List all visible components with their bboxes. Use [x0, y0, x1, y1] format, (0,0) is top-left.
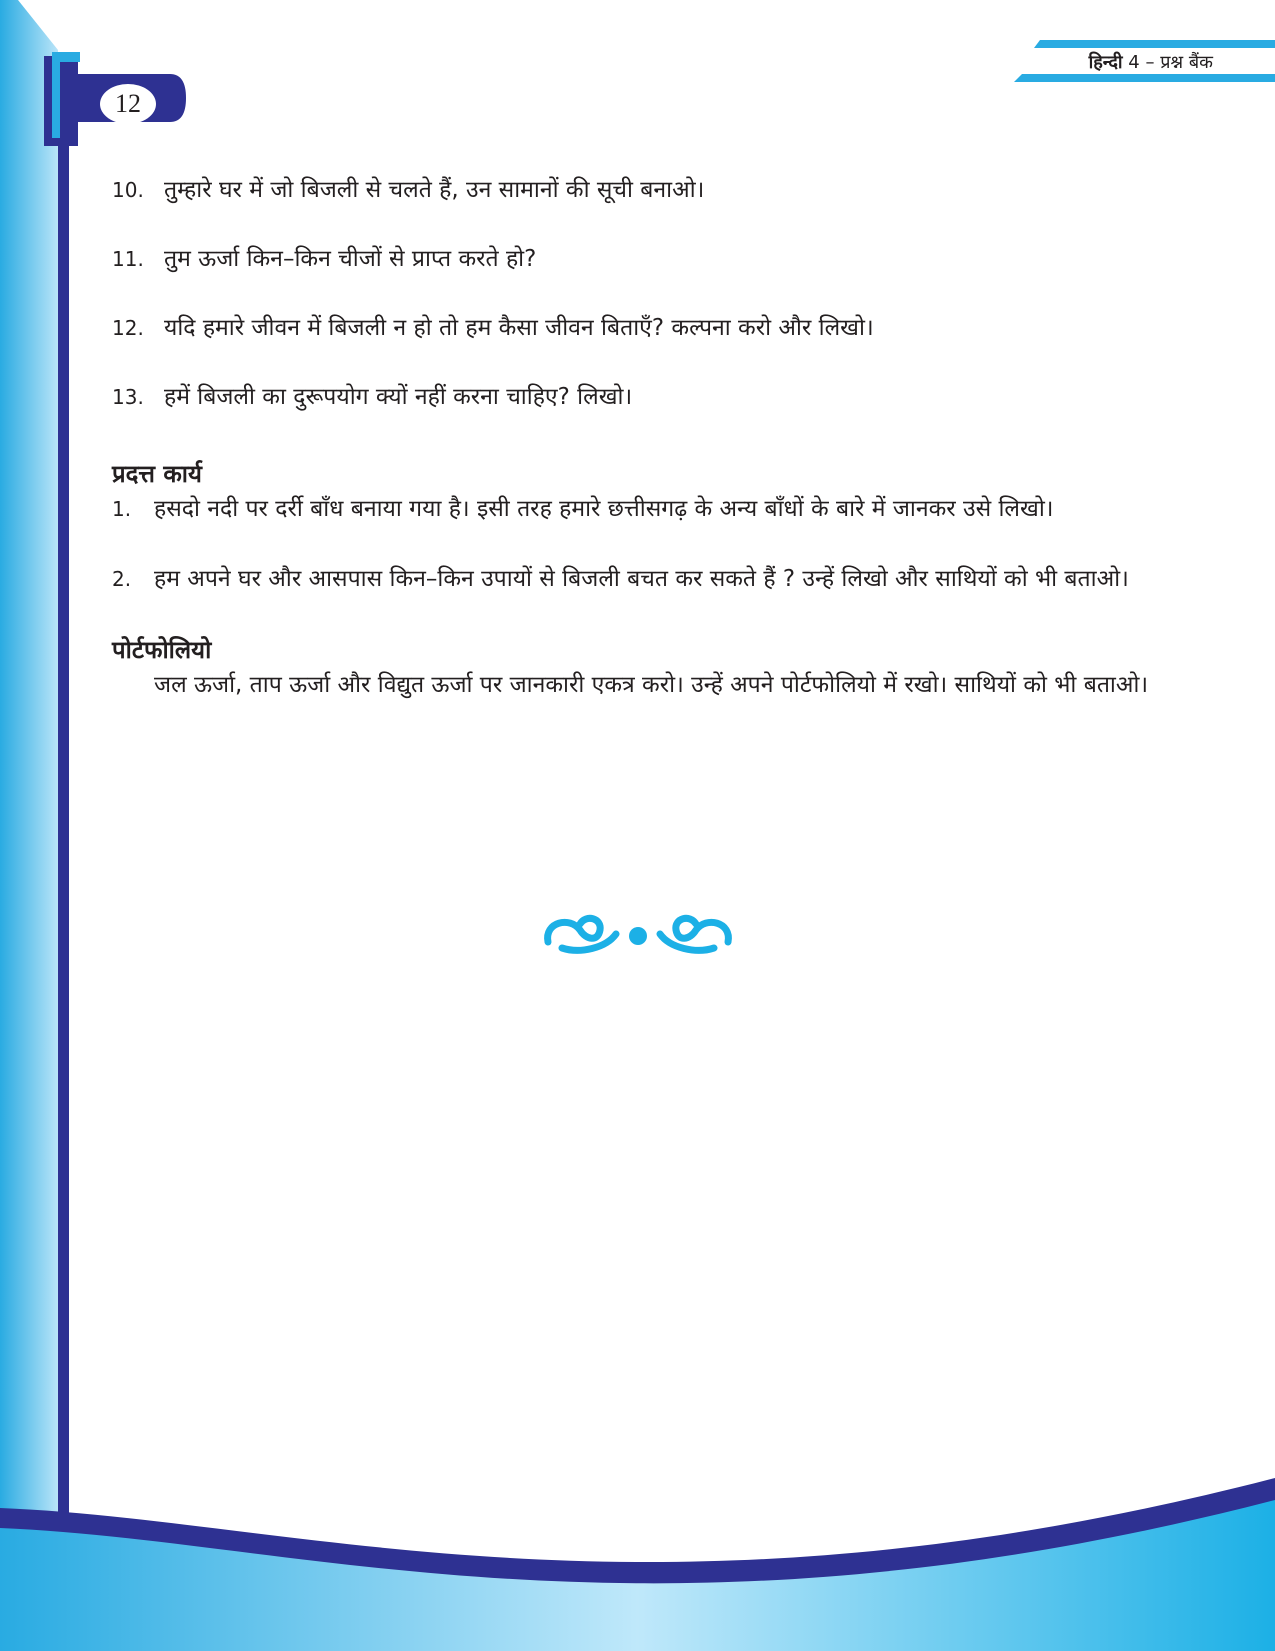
assignment-text: हम अपने घर और आसपास किन–किन उपायों से बिजली बचत कर सकते हैं ? उन्हें लिखो और साथियों को भी बताओ।	[154, 566, 1129, 592]
question-item	[112, 172, 1164, 208]
header-rest: 4 – प्रश्न बैंक	[1122, 52, 1213, 73]
question-number: 10.	[112, 178, 144, 202]
header-stripe-light	[1034, 40, 1275, 48]
portfolio-text: जल ऊर्जा, ताप ऊर्जा और विद्युत ऊर्जा पर जानकारी एकत्र करो। उन्हें अपने पोर्टफोलियो में रखो। साथियों को भी बताओ।	[154, 672, 1149, 698]
question-item	[112, 310, 1164, 346]
page-number: 12	[100, 84, 156, 124]
header-stripe-sky	[1014, 74, 1275, 82]
question-item	[112, 379, 1164, 415]
section-end-ornament	[540, 908, 736, 954]
question-text: यदि हमारे जीवन में बिजली न हो तो हम कैसा जीवन बिताएँ? कल्पना करो और लिखो।	[164, 315, 874, 341]
left-navy-bar	[58, 140, 69, 1520]
question-item	[112, 241, 1164, 277]
assignment-item	[112, 491, 1164, 527]
page-content	[112, 172, 1164, 703]
assignment-item	[112, 561, 1164, 597]
assignment-number: 2.	[112, 567, 132, 591]
header-subject: हिन्दी	[1088, 52, 1123, 73]
assignment-number: 1.	[112, 497, 132, 521]
question-number: 12.	[112, 316, 144, 340]
left-panel	[0, 0, 58, 1651]
question-number: 13.	[112, 385, 144, 409]
question-text: तुम ऊर्जा किन–किन चीजों से प्राप्त करते हो?	[164, 246, 537, 272]
assignment-text: हसदो नदी पर दर्री बाँध बनाया गया है। इसी तरह हमारे छत्तीसगढ़ के अन्य बाँधों के बारे में जानकर उसे लिखो।	[154, 496, 1054, 522]
question-text: तुम्हारे घर में जो बिजली से चलते हैं, उन सामानों की सूची बनाओ।	[164, 177, 705, 203]
question-text: हमें बिजली का दुरूपयोग क्यों नहीं करना चाहिए? लिखो।	[164, 384, 633, 410]
assignment-heading: प्रदत्त कार्य	[112, 460, 202, 488]
portfolio-heading: पोर्टफोलियो	[112, 636, 212, 664]
question-number: 11.	[112, 247, 144, 271]
running-header	[1089, 50, 1213, 74]
